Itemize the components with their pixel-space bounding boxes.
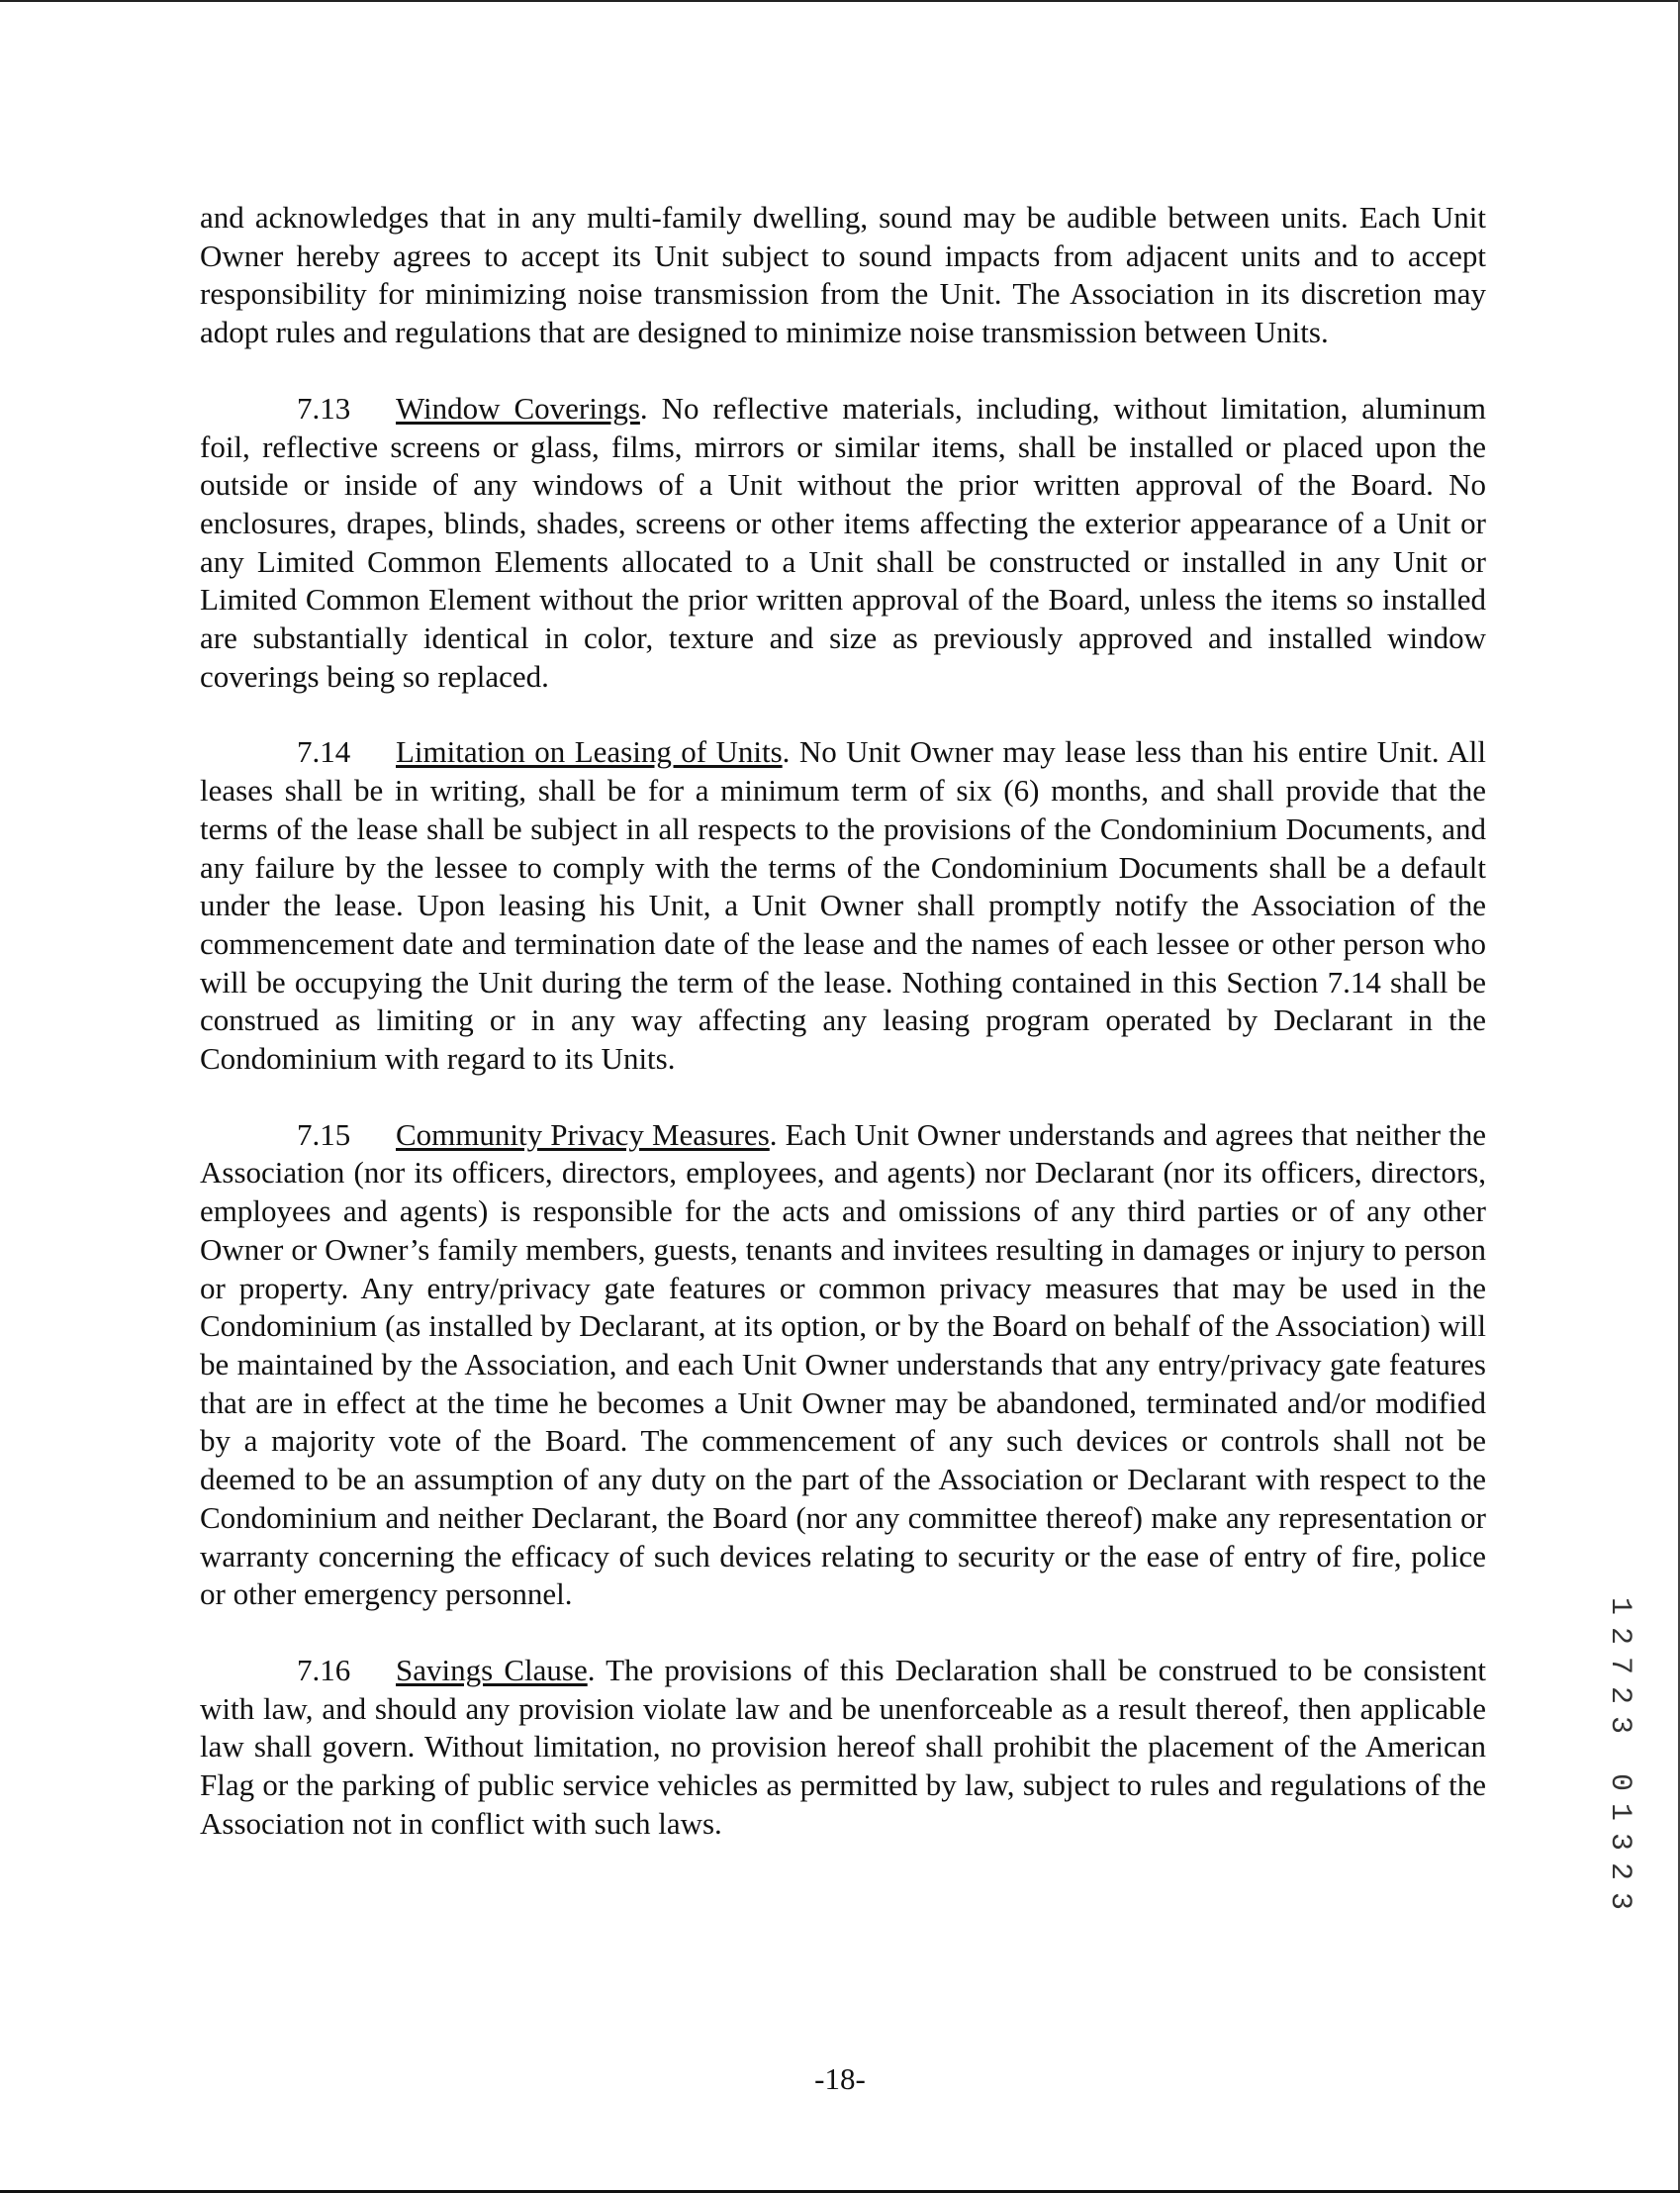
section-title: Limitation on Leasing of Units [396,734,783,770]
stamp-digit: 7 [1603,1656,1636,1674]
stamp-digit: 1 [1603,1802,1636,1821]
section-number: 7.14 [297,734,351,770]
section-7-16 [200,1652,1486,1844]
section-7-13 [200,390,1486,697]
section-7-14 [200,733,1486,1078]
section-7-15 [200,1116,1486,1614]
section-text: . No Unit Owner may lease less than his entire Unit. All leases shall be in writing, shall be for a minimum term of six (6) months, and shall provide that the terms of the lease shall be subject in all respects to the provisions of the Condominium Documents, and any failure by the lessee to comply with the terms of the Condominium Documents shall be a default under the lease. Upon leasing his Unit, a Unit Owner shall promptly notify the Association of the commencement date and termination date of the lease and the names of each lessee or other person who will be occupying the Unit during the term of the lease. Nothing contained in this Section 7.14 shall be construed as limiting or in any way affecting any leasing program operated by Declarant in the Condominium with regard to its Units. [200,734,1486,1077]
section-title: Community Privacy Measures [396,1116,770,1152]
stamp-digit: 2 [1603,1685,1636,1704]
scan-edge-top [0,0,1680,2]
intro-paragraph: and acknowledges that in any multi-family dwelling, sound may be audible between units. Each Unit Owner hereby agrees to accept its Unit subject to sound impacts from adjacent units and to accept responsibility for minimizing noise transmission from the Unit. The Association in its discretion may adopt rules and regulations that are designed to minimize noise transmission between Units. [200,200,1486,350]
stamp-digit: 3 [1603,1832,1636,1851]
document-body [200,199,1486,1880]
section-text: . The provisions of this Declaration shall be construed to be consistent with law, and should any provision violate law and be unenforceable as a result thereof, then applicable law shall govern. Without limitation, no provision hereof shall prohibit the placement of the American Flag or the parking of public service vehicles as permitted by law, subject to rules and regulations of the Association not in conflict with such laws. [200,1652,1486,1841]
section-number: 7.15 [297,1116,351,1152]
section-number: 7.16 [297,1652,351,1687]
stamp-digit: 3 [1603,1891,1636,1910]
section-title: Window Coverings [396,390,640,426]
section-number: 7.13 [297,390,351,426]
page-number: -18- [814,2061,866,2096]
stamp-digit: 2 [1603,1626,1636,1645]
stamp-digit: 1 [1603,1596,1636,1615]
section-text: . Each Unit Owner understands and agrees that neither the Association (nor its officers, directors, employees, and agents) nor Declarant (nor its officers, directors, employees and agents) is responsible for the acts and omissions of any third parties or of any other Owner or Owner’s family members, guests, tenants and invitees resulting in damages or injury to person or property. Any entry/privacy gate features or common privacy measures that may be used in the Condominium (as installed by Declarant, at its option, or by the Board on behalf of the Association) will be maintained by the Association, and each Unit Owner understands that any entry/privacy gate features that are in effect at the time he becomes a Unit Owner may be abandoned, terminated and/or modified by a majority vote of the Board. The commencement of any such devices or controls shall not be deemed to be an assumption of any duty on the part of the Association or Declarant with respect to the Condominium and neither Declarant, the Board (nor any committee thereof) make any representation or warranty concerning the efficacy of such devices relating to security or the ease of entry of fire, police or other emergency personnel. [200,1116,1486,1612]
stamp-group-1 [1605,1591,1634,1740]
stamp-digit: 3 [1603,1715,1636,1734]
stamp-digit: 0 [1603,1772,1636,1791]
recording-number-stamp [1605,1591,1634,1916]
stamp-group-2 [1605,1767,1634,1916]
section-title: Savings Clause [396,1652,588,1687]
section-text: . No reflective materials, including, without limitation, aluminum foil, reflective screens or glass, films, mirrors or similar items, shall be installed or placed upon the outside or inside of any windows of a Unit without the prior written approval of the Board. No enclosures, drapes, blinds, shades, screens or other items affecting the exterior appearance of a Unit or any Limited Common Elements allocated to a Unit shall be constructed or installed in any Unit or Limited Common Element without the prior written approval of the Board, unless the items so installed are substantially identical in color, texture and size as previously approved and installed window coverings being so replaced. [200,390,1486,694]
stamp-digit: 2 [1603,1861,1636,1880]
